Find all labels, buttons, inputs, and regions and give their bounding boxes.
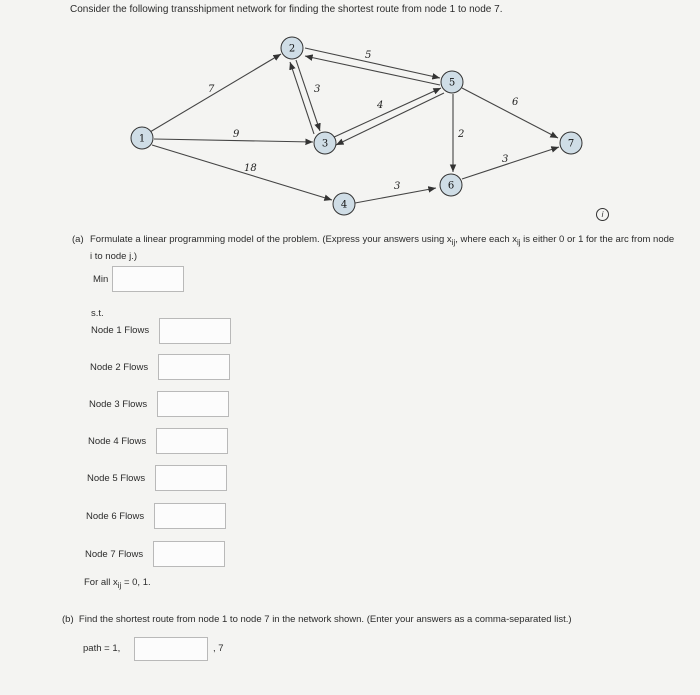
path-label: path = 1,	[83, 643, 121, 654]
info-icon[interactable]: i	[596, 208, 609, 221]
node-4	[333, 193, 355, 215]
node3-flows-label: Node 3 Flows	[89, 399, 148, 410]
node-7	[560, 132, 582, 154]
weight-1-3: 9	[233, 129, 240, 140]
node2-flows-label: Node 2 Flows	[90, 362, 149, 373]
svg-text:6: 6	[447, 180, 455, 192]
weight-5-7: 6	[512, 97, 519, 108]
weight-1-4: 18	[244, 163, 257, 174]
binary-constraint: For all $x_{ij} = 0$, 1.	[84, 577, 151, 590]
edge-5-7	[462, 88, 558, 138]
weight-2-5: 5	[365, 50, 372, 61]
svg-text:7: 7	[567, 138, 575, 150]
node1-flows-label: Node 1 Flows	[91, 325, 150, 336]
part-b-instruction	[62, 614, 572, 625]
edge-2-5	[305, 48, 440, 78]
part-a-instruction	[72, 233, 677, 264]
path-input[interactable]	[134, 637, 208, 661]
weight-4-6: 3	[394, 181, 401, 192]
edge-3-5	[332, 88, 441, 138]
node7-flows-label: Node 7 Flows	[85, 549, 144, 560]
svg-text:5: 5	[448, 77, 456, 89]
weight-6-7: 3	[502, 154, 509, 165]
edge-1-2	[150, 54, 281, 132]
objective-input[interactable]	[112, 266, 184, 292]
edge-1-4	[152, 145, 332, 200]
edge-5-3	[336, 93, 444, 145]
weight-2-3: 3	[314, 84, 321, 95]
weight-5-6: 2	[458, 129, 465, 140]
node6-flows-input[interactable]	[154, 503, 226, 529]
edge-5-2	[305, 56, 440, 85]
part-a-label: (a)	[72, 234, 84, 245]
part-b-label: (b)	[62, 614, 74, 625]
node7-flows-input[interactable]	[153, 541, 225, 567]
network-diagram	[0, 0, 700, 230]
edge-2-3	[296, 60, 320, 131]
node-5	[441, 71, 463, 93]
node1-flows-input[interactable]	[159, 318, 231, 344]
node6-flows-label: Node 6 Flows	[86, 511, 145, 522]
weight-3-5: 4	[377, 100, 384, 111]
path-suffix: , 7	[213, 643, 224, 654]
svg-text:2: 2	[288, 43, 296, 55]
weight-1-2: 7	[208, 84, 215, 95]
part-a-text: Formulate a linear programming model of the problem. (Express your answers using $x_{ij}$, where each $x_{ij}$ is either 0 or 1 for the arc from node i to node j.)	[90, 234, 675, 262]
part-b-text: Find the shortest route from node 1 to node 7 in the network shown. (Enter your answers as a comma-separated list.)	[78, 614, 572, 625]
node-6	[440, 174, 462, 196]
min-label: Min	[93, 274, 109, 285]
svg-text:4: 4	[340, 199, 348, 211]
node3-flows-input[interactable]	[157, 391, 229, 417]
edge-6-7	[462, 147, 559, 179]
node-2	[281, 37, 303, 59]
problem-statement: Consider the following transshipment network for finding the shortest route from node 1 to node 7.	[70, 4, 503, 15]
node5-flows-input[interactable]	[155, 465, 227, 491]
svg-text:1: 1	[138, 133, 146, 145]
edge-3-2	[290, 62, 314, 134]
node4-flows-label: Node 4 Flows	[88, 436, 147, 447]
node5-flows-label: Node 5 Flows	[87, 473, 146, 484]
node2-flows-input[interactable]	[158, 354, 230, 380]
node-1	[131, 127, 153, 149]
node4-flows-input[interactable]	[156, 428, 228, 454]
st-label: s.t.	[91, 308, 104, 319]
svg-text:3: 3	[321, 138, 329, 150]
node-3	[314, 132, 336, 154]
